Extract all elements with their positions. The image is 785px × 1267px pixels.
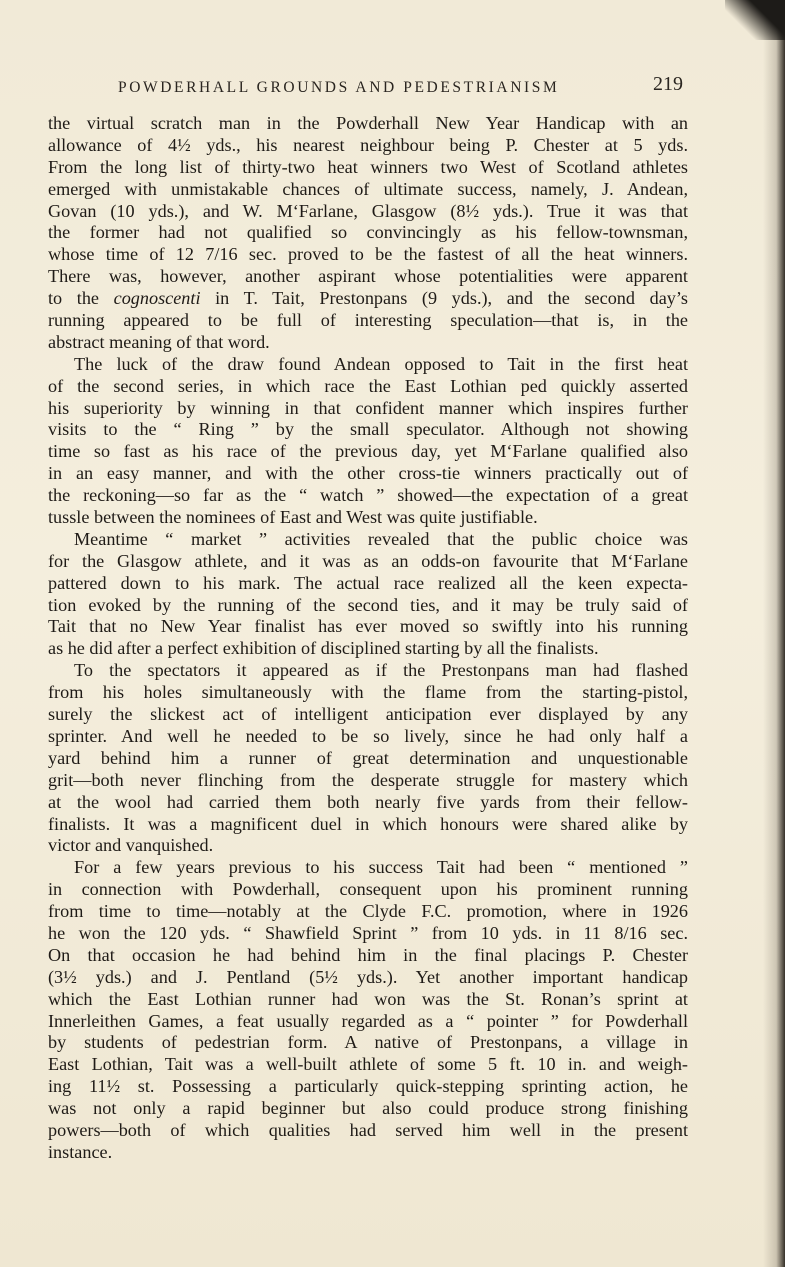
- text-line: East Lothian, Tait was a well-built athlete of some 5 ft. 10 in. and weigh-: [48, 1054, 688, 1075]
- text-line: tion evoked by the running of the second ties, and it may be truly said of: [48, 594, 688, 615]
- text-line: surely the slickest act of intelligent anticipation ever displayed by any: [48, 704, 688, 725]
- body-text: [48, 113, 688, 1164]
- text-line: Tait that no New Year finalist has ever moved so swiftly into his running: [48, 616, 688, 637]
- text-line: finalists. It was a magnificent duel in which honours were shared alike by: [48, 813, 688, 834]
- text-line: ing 11½ st. Possessing a particularly quick-stepping sprinting action, he: [48, 1076, 688, 1097]
- text-line: From the long list of thirty-two heat winners two West of Scotland athletes: [48, 156, 688, 177]
- text-line: Meantime “ market ” activities revealed that the public choice was: [74, 528, 688, 549]
- text-line: sprinter. And well he needed to be so lively, since he had only half a: [48, 725, 688, 746]
- page-edge-shadow: [763, 0, 785, 1267]
- text-line: instance.: [48, 1141, 113, 1162]
- page-header: [118, 71, 683, 99]
- page-number: 219: [653, 73, 683, 95]
- text-line: as he did after a perfect exhibition of disciplined starting by all the finalists.: [48, 638, 599, 659]
- text-line: For a few years previous to his success Tait had been “ mentioned ”: [74, 857, 688, 878]
- text-line: he won the 120 yds. “ Shawfield Sprint ” from 10 yds. in 11 8/16 sec.: [48, 922, 688, 943]
- page-corner-shadow: [725, 0, 785, 40]
- italic-term: cognoscenti: [113, 288, 201, 309]
- text-line: The luck of the draw found Andean opposed to Tait in the first heat: [74, 353, 688, 374]
- text-line: yard behind him a runner of great determination and unquestionable: [48, 747, 688, 768]
- text-line: the former had not qualified so convincingly as his fellow-townsman,: [48, 222, 688, 243]
- text-line: visits to the “ Ring ” by the small speculator. Although not showing: [48, 419, 688, 440]
- text-line: Govan (10 yds.), and W. M‘Farlane, Glasgow (8½ yds.). True it was that: [48, 200, 688, 221]
- text-line: for the Glasgow athlete, and it was as an odds-on favourite that M‘Farlane: [48, 550, 688, 571]
- text-line: running appeared to be full of interesting speculation—that is, in the: [48, 310, 688, 331]
- text-line: To the spectators it appeared as if the Prestonpans man had flashed: [74, 660, 688, 681]
- text-line: the reckoning—so far as the “ watch ” showed—the expectation of a great: [48, 485, 688, 506]
- text-line: whose time of 12 7/16 sec. proved to be the fastest of all the heat winners.: [48, 244, 688, 265]
- text-line: tussle between the nominees of East and West was quite justifiable.: [48, 507, 538, 528]
- text-line: was not only a rapid beginner but also could produce strong finishing: [48, 1098, 688, 1119]
- text-line: emerged with unmistakable chances of ultimate success, namely, J. Andean,: [48, 178, 688, 199]
- text-line: of the second series, in which race the East Lothian ped quickly asserted: [48, 375, 688, 396]
- text-line: On that occasion he had behind him in the final placings P. Chester: [48, 944, 688, 965]
- text-line: time so fast as his race of the previous day, yet M‘Farlane qualified also: [48, 441, 688, 462]
- text-line: in an easy manner, and with the other cross-tie winners practically out of: [48, 463, 688, 484]
- text-line: his superiority by winning in that confident manner which inspires further: [48, 397, 688, 418]
- text-line: Innerleithen Games, a feat usually regarded as a “ pointer ” for Powderhall: [48, 1010, 688, 1031]
- text-line: victor and vanquished.: [48, 835, 214, 856]
- text-line: abstract meaning of that word.: [48, 331, 270, 352]
- text-line: which the East Lothian runner had won was the St. Ronan’s sprint at: [48, 988, 688, 1009]
- text-line: pattered down to his mark. The actual race realized all the keen expecta-: [48, 572, 688, 593]
- text-line: There was, however, another aspirant whose potentialities were apparent: [48, 266, 688, 287]
- text-line: allowance of 4½ yds., his nearest neighbour being P. Chester at 5 yds.: [48, 134, 688, 155]
- text-line: by students of pedestrian form. A native of Prestonpans, a village in: [48, 1032, 688, 1053]
- text-line: from his holes simultaneously with the flame from the starting-pistol,: [48, 682, 688, 703]
- text-line: to the cognoscenti in T. Tait, Prestonpans (9 yds.), and the second day’s: [48, 288, 688, 309]
- text-line: grit—both never flinching from the desperate struggle for mastery which: [48, 769, 688, 790]
- text-line: at the wool had carried them both nearly five yards from their fellow-: [48, 791, 688, 812]
- text-line: the virtual scratch man in the Powderhall New Year Handicap with an: [48, 113, 688, 133]
- text-line: in connection with Powderhall, consequent upon his prominent running: [48, 879, 688, 900]
- text-line: from time to time—notably at the Clyde F.C. promotion, where in 1926: [48, 901, 688, 922]
- text-line: (3½ yds.) and J. Pentland (5½ yds.). Yet another important handicap: [48, 966, 688, 987]
- running-head: POWDERHALL GROUNDS AND PEDESTRIANISM: [118, 79, 560, 96]
- text-line: powers—both of which qualities had served him well in the present: [48, 1119, 688, 1140]
